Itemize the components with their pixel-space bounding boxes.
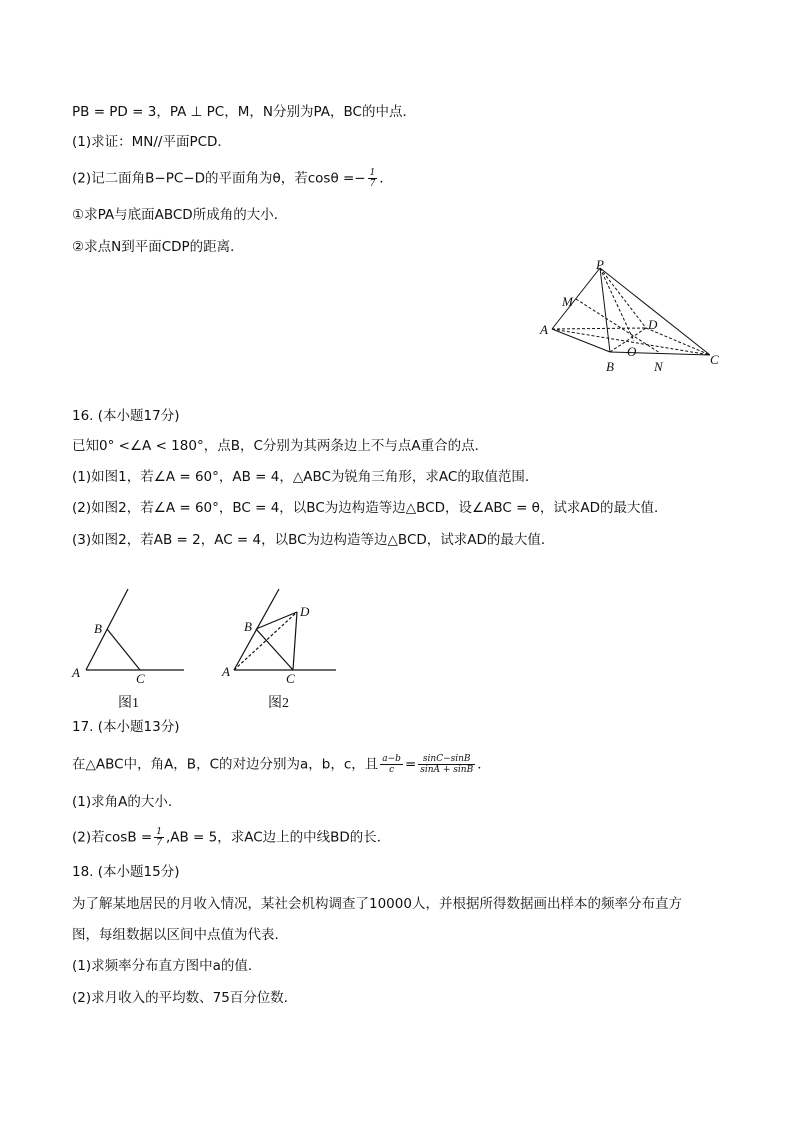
label-D: D (648, 317, 658, 332)
fig1-label-C: C (136, 671, 145, 684)
p17-fraction-2: $\frac{\sin C-\sin B}{\sin A + \sin B}$ (420, 754, 474, 775)
p17-fraction-1: $\frac{a-b}{c}$ (382, 754, 401, 775)
label-N: N (654, 359, 663, 374)
label-C: C (710, 352, 719, 367)
fig2-label-B: B (244, 619, 252, 634)
fig2-label-C: C (286, 671, 295, 684)
p17-part-1: (1)求角A的大小． (72, 794, 182, 810)
p15-part-1: (1)求证：MN//平面PCD． (72, 134, 231, 150)
p16-heading: 16. (本小题17分) (72, 408, 180, 424)
fig1-caption: 图1 (118, 696, 139, 711)
p18-line-1: 为了解某地居民的月收入情况，某社会机构调查了10000人，并根据所得数据画出样本的频率分布直方 (72, 896, 682, 912)
p15-line-1: PB = PD = 3，PA ⊥ PC，M，N分别为PA，BC的中点． (72, 104, 416, 120)
p15-part-2-text: (2)记二面角B−PC−D的平面角为θ，若cosθ =− (72, 170, 366, 187)
p17-heading: 17. (本小题13分) (72, 719, 180, 735)
p17-fraction-3: $\frac{1}{7}$ (156, 827, 162, 848)
p15-part-2-sub-1: ①求PA与底面ABCD所成角的大小． (72, 207, 288, 223)
fig1-label-A: A (72, 665, 80, 680)
p16-part-2: (2)如图2，若∠A = 60°，BC = 4，以BC为边构造等边△BCD，设∠ABC = θ，试求AD的最大值． (72, 500, 668, 516)
label-P: P (596, 258, 604, 272)
label-M: M (562, 294, 573, 309)
p18-heading: 18. (本小题15分) (72, 864, 180, 880)
fig1-label-B: B (94, 621, 102, 636)
label-A: A (540, 322, 548, 337)
label-O: O (627, 344, 637, 359)
figure-1 (66, 584, 196, 684)
p18-part-1: (1)求频率分布直方图中a的值． (72, 958, 262, 974)
p15-fraction: $\frac{1}{7}$ (369, 168, 376, 189)
p17-line-1: 在△ABC中，角A，B，C的对边分别为a，b，c，且 $\frac{a-b}{c}$ = $\frac{\sin C-\sin B}{\sin A + \sin B}$ ． (72, 754, 491, 775)
p16-part-1: (1)如图1，若∠A = 60°，AB = 4，△ABC为锐角三角形，求AC的取值范围． (72, 469, 539, 485)
p17-part-2: (2)若cosB = $\frac{1}{7}$ ,AB = 5，求AC边上的中线BD的长． (72, 827, 391, 848)
fig2-label-D: D (300, 604, 310, 619)
p15-part-2-sub-2: ②求点N到平面CDP的距离． (72, 239, 244, 255)
label-B: B (606, 359, 614, 374)
figure-2 (216, 584, 346, 684)
p18-part-2: (2)求月收入的平均数、75百分位数． (72, 990, 298, 1006)
p18-line-2: 图，每组数据以区间中点值为代表． (72, 927, 288, 943)
p16-part-3: (3)如图2，若AB = 2，AC = 4，以BC为边构造等边△BCD，试求AD的最大值． (72, 532, 555, 548)
pyramid-figure (530, 258, 730, 378)
fig2-label-A: A (222, 664, 230, 679)
p15-part-2: (2)记二面角B−PC−D的平面角为θ，若cosθ =− $\frac{1}{7}$ ． (72, 168, 393, 189)
fig2-caption: 图2 (268, 696, 289, 711)
p16-line-1: 已知0° <∠A < 180°，点B，C分别为其两条边上不与点A重合的点． (72, 438, 489, 454)
